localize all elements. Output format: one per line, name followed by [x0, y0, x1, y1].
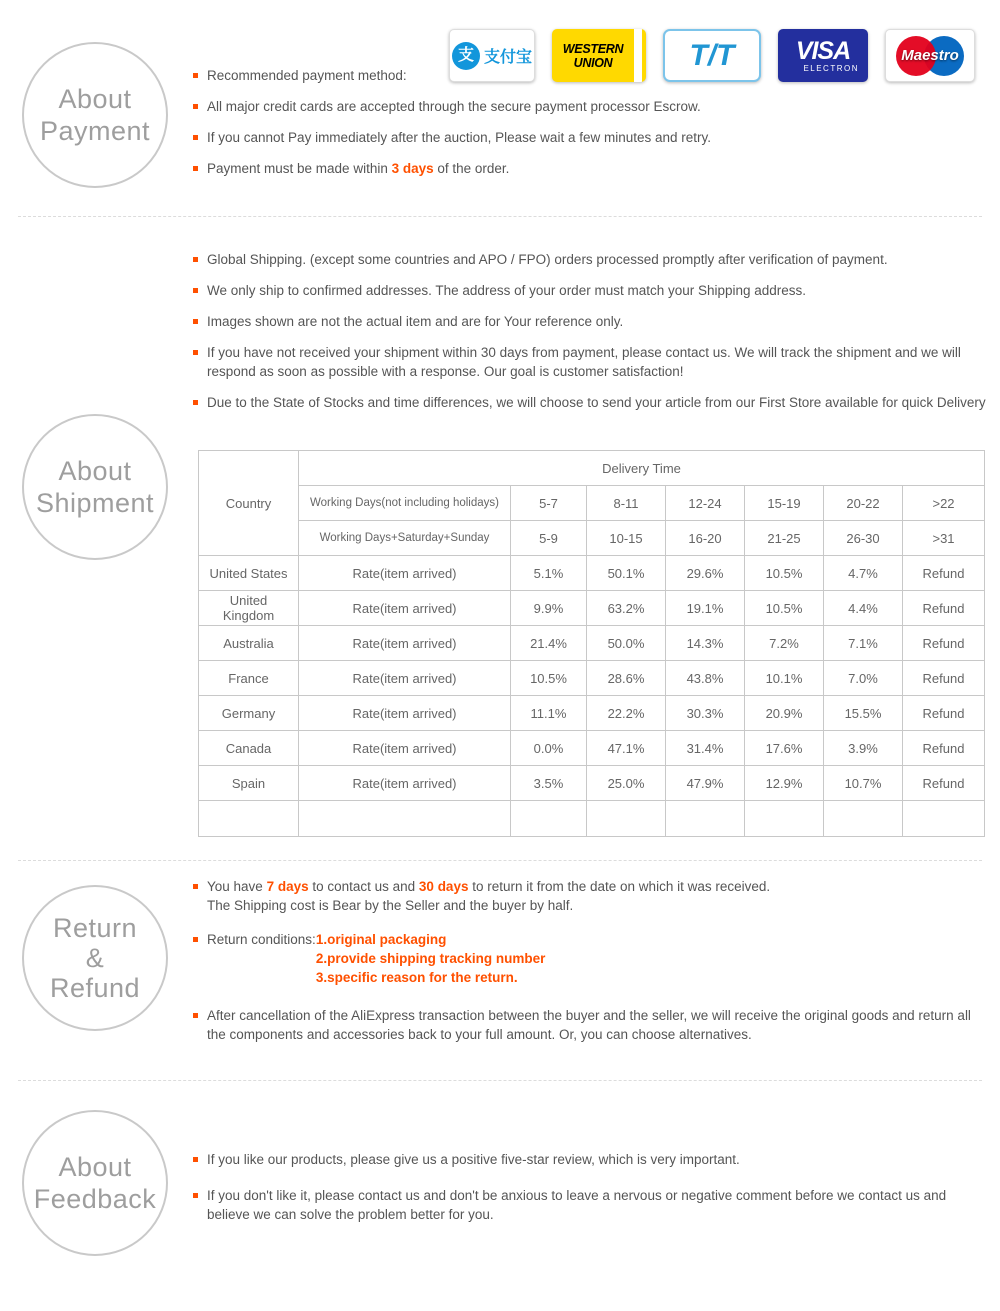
table-cell: 47.9%: [666, 766, 745, 801]
table-cell: [587, 801, 666, 837]
deadline-post-text: of the order.: [433, 161, 510, 176]
bullet-square-icon: [193, 1157, 198, 1162]
visa-electron-label: ELECTRON: [803, 63, 859, 73]
table-header-cell: >31: [903, 521, 985, 556]
table-header-row: [199, 451, 985, 486]
circle-line: Shipment: [35, 488, 155, 518]
table-cell: 15.5%: [824, 696, 903, 731]
table-row: [199, 766, 985, 801]
return-policy-note: [193, 877, 988, 915]
payment-note-text: All major credit cards are accepted through the secure payment processor Escrow.: [207, 99, 701, 114]
shipment-notes-list: [193, 250, 988, 424]
payment-note-text: Recommended payment method:: [207, 68, 407, 83]
table-header-cell: 5-7: [511, 486, 587, 521]
table-cell: 7.1%: [824, 626, 903, 661]
policy-text: to return it from the date on which it was received.: [468, 879, 771, 894]
about-feedback-circle: [22, 1110, 168, 1256]
table-cell: 47.1%: [587, 731, 666, 766]
return-condition: 2.provide shipping tracking number: [315, 951, 546, 966]
payment-note: [193, 97, 988, 116]
about-shipment-circle: [22, 414, 168, 560]
bullet-square-icon: [193, 884, 198, 889]
table-cell: [299, 801, 511, 837]
table-cell: 5.1%: [511, 556, 587, 591]
policy-highlight: 30 days: [418, 879, 469, 894]
shipment-note-text: Global Shipping. (except some countries and APO / FPO) orders processed promptly after verification of payment.: [207, 252, 888, 267]
bullet-square-icon: [193, 400, 198, 405]
circle-line: Feedback: [33, 1184, 157, 1214]
table-cell: 30.3%: [666, 696, 745, 731]
table-header-delivery-time: Delivery Time: [299, 451, 985, 486]
table-cell: 10.1%: [745, 661, 824, 696]
bullet-square-icon: [193, 350, 198, 355]
feedback-notes-list: [193, 1150, 988, 1236]
section-divider: [18, 1080, 982, 1081]
shipment-note: [193, 250, 988, 269]
table-cell-country: France: [199, 661, 299, 696]
payment-note: [193, 128, 988, 147]
table-cell-label: Rate(item arrived): [299, 731, 511, 766]
return-conditions-note: [193, 930, 988, 987]
circle-line: About: [58, 1152, 132, 1182]
circle-line: Payment: [39, 116, 151, 146]
table-header-cell: 20-22: [824, 486, 903, 521]
table-row: [199, 626, 985, 661]
table-cell: Refund: [903, 626, 985, 661]
table-cell-label: Rate(item arrived): [299, 591, 511, 626]
table-cell-label: Rate(item arrived): [299, 766, 511, 801]
table-header-row: [199, 521, 985, 556]
policy-text: to contact us and: [308, 879, 419, 894]
table-cell-country: Australia: [199, 626, 299, 661]
table-cell-country: Germany: [199, 696, 299, 731]
delivery-time-table: [198, 450, 985, 837]
table-cell: 12.9%: [745, 766, 824, 801]
return-conditions-lines: [316, 930, 546, 987]
return-condition: 3.specific reason for the return.: [315, 970, 518, 985]
table-header-cell: 21-25: [745, 521, 824, 556]
visa-label: VISA: [795, 36, 851, 65]
table-row: [199, 556, 985, 591]
table-cell: Refund: [903, 731, 985, 766]
table-cell-label: Rate(item arrived): [299, 556, 511, 591]
table-header-cell: 5-9: [511, 521, 587, 556]
table-header-cell: 8-11: [587, 486, 666, 521]
bullet-square-icon: [193, 937, 198, 942]
bullet-square-icon: [193, 104, 198, 109]
cancellation-text: After cancellation of the AliExpress transaction between the buyer and the seller, we will receive the original goods and return all the components and accessories back to your full amount. Or, you can choose alternatives.: [207, 1008, 971, 1042]
shipment-note: [193, 281, 988, 300]
western-union-word: WESTERN: [562, 41, 624, 56]
tt-label: T/T: [689, 38, 735, 72]
table-cell: 10.5%: [745, 556, 824, 591]
maestro-label: Maestro: [901, 47, 959, 64]
payment-notes-list: [193, 63, 988, 190]
shipment-note-text: Due to the State of Stocks and time differences, we will choose to send your article from our First Store available for quick Delivery: [207, 395, 986, 410]
feedback-note: [193, 1150, 988, 1169]
table-cell: Refund: [903, 556, 985, 591]
table-cell: 3.9%: [824, 731, 903, 766]
deadline-pre-text: Payment must be made within: [207, 161, 392, 176]
table-cell: [199, 801, 299, 837]
table-header-cell: >22: [903, 486, 985, 521]
bullet-square-icon: [193, 73, 198, 78]
table-cell: [666, 801, 745, 837]
return-condition: 1.original packaging: [315, 932, 447, 947]
return-conditions-label: Return conditions:: [207, 932, 316, 947]
table-cell-country: Spain: [199, 766, 299, 801]
policy-shipping-cost-text: The Shipping cost is Bear by the Seller and the buyer by half.: [207, 898, 574, 913]
table-cell-country: Canada: [199, 731, 299, 766]
shipment-note-text: Images shown are not the actual item and are for Your reference only.: [207, 314, 624, 329]
feedback-note-text: If you like our products, please give us a positive five-star review, which is very important.: [207, 1152, 740, 1167]
table-header-cell: 16-20: [666, 521, 745, 556]
table-cell: Refund: [903, 766, 985, 801]
table-row: [199, 696, 985, 731]
table-cell-country: United Kingdom: [199, 591, 299, 626]
circle-line: About: [58, 84, 132, 114]
shipment-note: [193, 393, 988, 412]
table-cell-label: Rate(item arrived): [299, 661, 511, 696]
table-header-cell: 15-19: [745, 486, 824, 521]
table-cell: 9.9%: [511, 591, 587, 626]
table-cell-label: Rate(item arrived): [299, 626, 511, 661]
bullet-square-icon: [193, 166, 198, 171]
table-cell: 50.0%: [587, 626, 666, 661]
bullet-square-icon: [193, 257, 198, 262]
payment-note: [193, 63, 988, 85]
deadline-highlight: 3 days: [391, 161, 434, 176]
table-cell: 11.1%: [511, 696, 587, 731]
table-cell: 31.4%: [666, 731, 745, 766]
table-header-cell: 12-24: [666, 486, 745, 521]
payment-deadline-note: [193, 159, 988, 178]
table-cell: Refund: [903, 591, 985, 626]
section-divider: [18, 860, 982, 861]
table-cell: Refund: [903, 696, 985, 731]
table-cell: 63.2%: [587, 591, 666, 626]
feedback-note-text: If you don't like it, please contact us and don't be anxious to leave a nervous or negative comment before we contact us and believe we can solve the problem better for you.: [207, 1188, 947, 1222]
table-cell: [511, 801, 587, 837]
table-cell: 29.6%: [666, 556, 745, 591]
table-cell: 10.5%: [745, 591, 824, 626]
table-cell: Refund: [903, 661, 985, 696]
shipment-note: [193, 343, 988, 381]
table-cell: 20.9%: [745, 696, 824, 731]
table-cell: 17.6%: [745, 731, 824, 766]
section-divider: [18, 216, 982, 217]
table-cell: 7.0%: [824, 661, 903, 696]
table-cell: 21.4%: [511, 626, 587, 661]
circle-line: &: [85, 943, 105, 973]
table-cell: 43.8%: [666, 661, 745, 696]
shipment-note-text: If you have not received your shipment within 30 days from payment, please contact us. We will track the shipment and we will respond as soon as possible with a response. Our goal is customer satisfaction!: [207, 345, 961, 379]
bullet-square-icon: [193, 288, 198, 293]
payment-note-text: If you cannot Pay immediately after the auction, Please wait a few minutes and retry.: [207, 130, 712, 145]
table-empty-row: [199, 801, 985, 837]
table-row: [199, 591, 985, 626]
alipay-logo-icon: 支: [452, 42, 480, 70]
table-cell: 4.7%: [824, 556, 903, 591]
table-header-row: [199, 486, 985, 521]
bullet-square-icon: [193, 135, 198, 140]
circle-line: Return: [52, 913, 138, 943]
circle-line: Refund: [49, 973, 141, 1003]
policy-highlight: 7 days: [266, 879, 309, 894]
shipment-note-text: We only ship to confirmed addresses. The address of your order must match your Shipping address.: [207, 283, 807, 298]
alipay-label: 支付宝: [483, 49, 532, 66]
table-header-label: Working Days(not including holidays): [299, 486, 511, 521]
return-notes-list: [193, 877, 988, 1056]
table-header-country: Country: [199, 451, 299, 556]
policy-text: You have: [207, 879, 267, 894]
table-cell: 50.1%: [587, 556, 666, 591]
table-cell: 10.7%: [824, 766, 903, 801]
table-header-cell: 10-15: [587, 521, 666, 556]
table-cell: 19.1%: [666, 591, 745, 626]
bullet-square-icon: [193, 1193, 198, 1198]
table-cell-label: Rate(item arrived): [299, 696, 511, 731]
table-cell: 25.0%: [587, 766, 666, 801]
table-cell: 4.4%: [824, 591, 903, 626]
return-conditions-row: [207, 930, 988, 987]
bullet-square-icon: [193, 1013, 198, 1018]
table-header-cell: 26-30: [824, 521, 903, 556]
circle-line: About: [58, 456, 132, 486]
table-cell: 7.2%: [745, 626, 824, 661]
table-cell: [903, 801, 985, 837]
shipment-note: [193, 312, 988, 331]
table-cell: 28.6%: [587, 661, 666, 696]
western-union-word: UNION: [573, 55, 613, 70]
return-refund-circle: [22, 885, 168, 1031]
table-row: [199, 731, 985, 766]
table-cell: 22.2%: [587, 696, 666, 731]
table-header-label: Working Days+Saturday+Sunday: [299, 521, 511, 556]
table-row: [199, 661, 985, 696]
table-cell: 14.3%: [666, 626, 745, 661]
table-cell: [745, 801, 824, 837]
table-cell: 0.0%: [511, 731, 587, 766]
table-cell: [824, 801, 903, 837]
about-payment-circle: [22, 42, 168, 188]
bullet-square-icon: [193, 319, 198, 324]
table-cell: 3.5%: [511, 766, 587, 801]
feedback-note: [193, 1186, 988, 1224]
return-cancellation-note: [193, 1006, 988, 1044]
table-cell-country: United States: [199, 556, 299, 591]
table-cell: 10.5%: [511, 661, 587, 696]
